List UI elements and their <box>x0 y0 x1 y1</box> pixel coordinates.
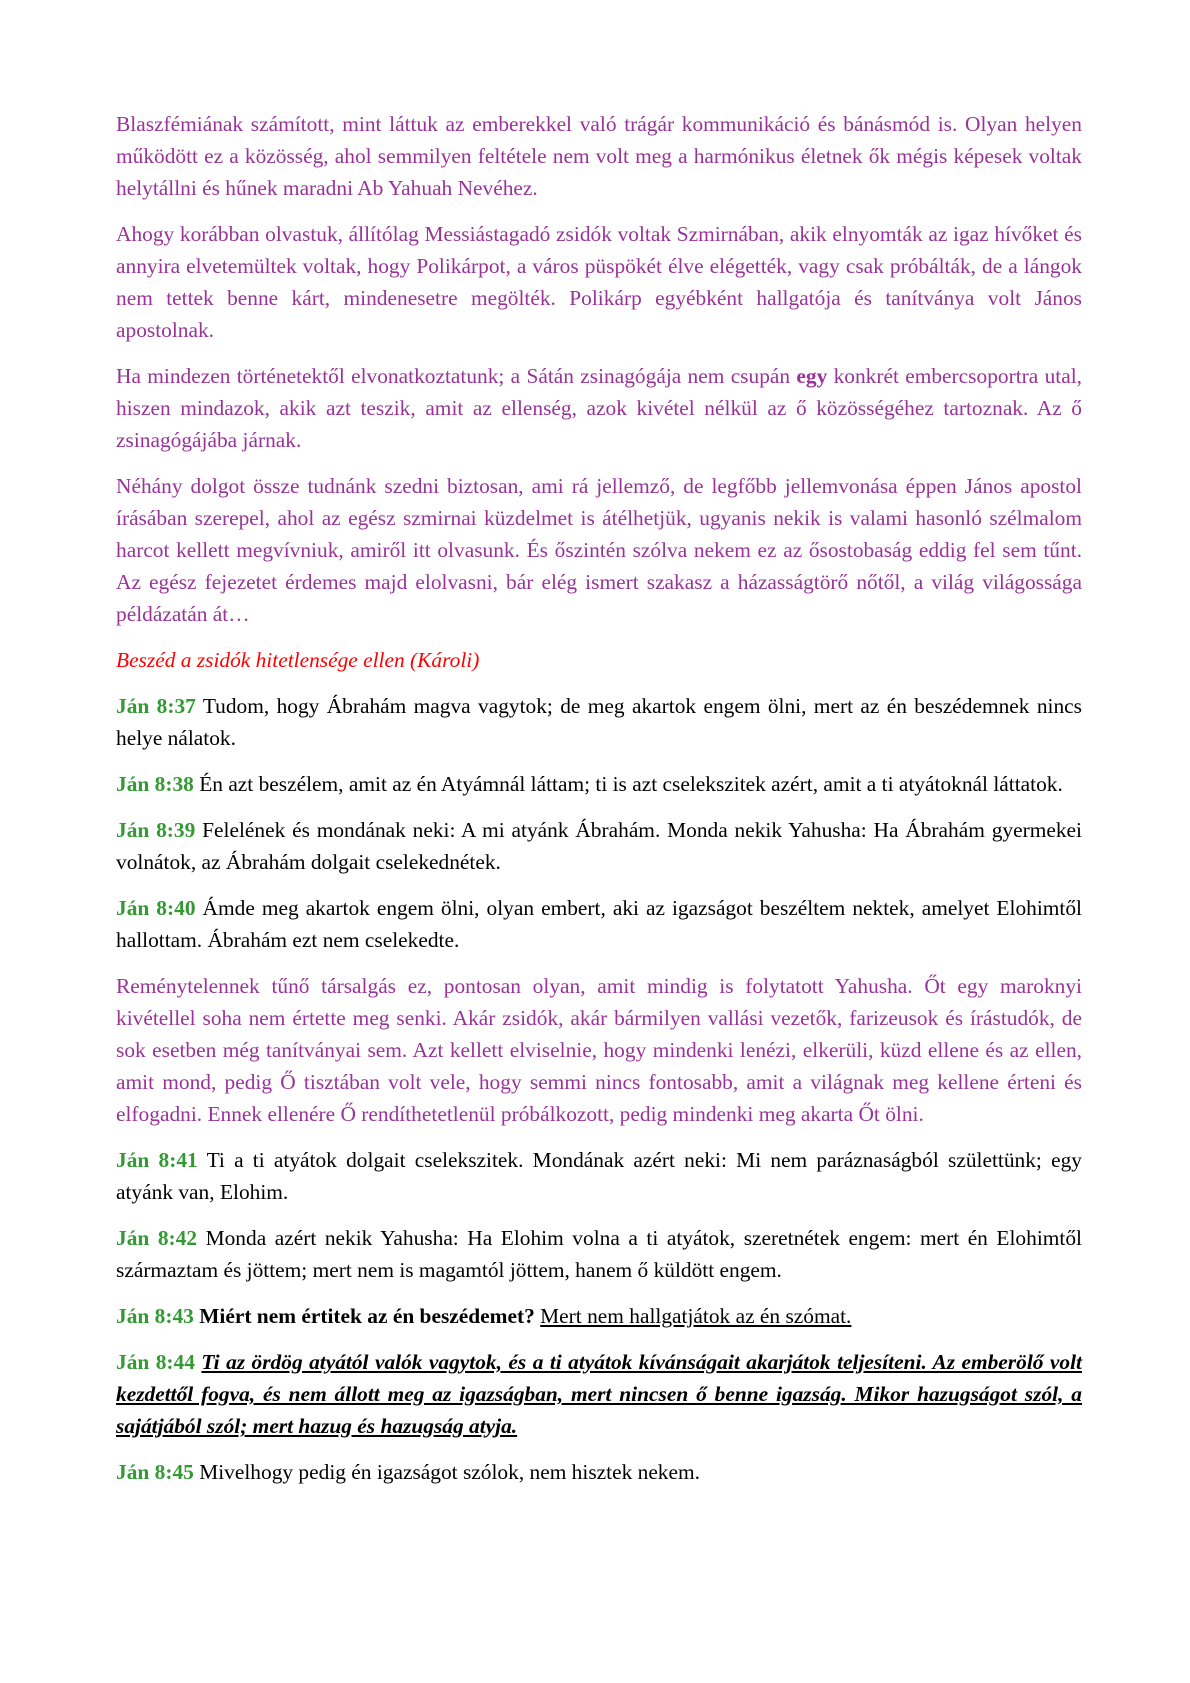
verse-text: Monda azért nekik Yahusha: Ha Elohim volna a ti atyátok, szeretnétek engem: mert én Elohimtől származtam és jöttem; mert nem is magamtól jöttem, hanem ő küldött engem. <box>116 1226 1082 1282</box>
commentary-paragraph-2: Ahogy korábban olvastuk, állítólag Messiástagadó zsidók voltak Szmirnában, akik elnyomták az igaz hívőket és annyira elvetemültek voltak, hogy Polikárpot, a város püspökét élve elégették, vagy csak próbálták, de a lángok nem tettek benne kárt, mindenesetre megölték. Polikárp egyébként hallgatója és tanítványa volt János apostolnak. <box>116 222 1082 342</box>
verse-text: Ti a ti atyátok dolgait cselekszitek. Mondának azért neki: Mi nem paráznaságból születtünk; egy atyánk van, Elohim. <box>116 1148 1082 1204</box>
emphasis-word: egy <box>796 364 828 388</box>
verse-reference: Ján 8:40 <box>116 896 196 920</box>
commentary-paragraph-3 <box>116 360 1082 456</box>
verse-emphasis-text: Ti az ördög atyától valók vagytok, és a ti atyátok kívánságait akarjátok teljesíteni. Az emberölő volt kezdettől fogva, és nem állott meg az igazságban, mert nincsen ő benne igazság. Mikor hazugságot szól, a sajátjából szól; mert hazug és hazugság atyja. <box>116 1350 1082 1438</box>
verse-45 <box>116 1456 1082 1488</box>
verse-40 <box>116 892 1082 956</box>
section-heading: Beszéd a zsidók hitetlensége ellen (Károli) <box>116 648 480 672</box>
commentary-paragraph-1: Blaszfémiának számított, mint láttuk az emberekkel való trágár kommunikáció és bánásmód is. Olyan helyen működött ez a közösség, ahol semmilyen feltétele nem volt meg a harmónikus életnek ők mégis képesek voltak helytállni és hűnek maradni Ab Yahuah Nevéhez. <box>116 112 1082 200</box>
document-page <box>116 108 1082 1502</box>
paragraph-text: Ha mindezen történetektől elvonatkoztatunk; a Sátán zsinagógája nem csupán <box>116 364 797 388</box>
verse-reference: Ján 8:42 <box>116 1226 198 1250</box>
verse-42 <box>116 1222 1082 1286</box>
verse-text: Felelének és mondának neki: A mi atyánk Ábrahám. Monda nekik Yahusha: Ha Ábrahám gyermekei volnátok, az Ábrahám dolgait cselekednétek. <box>116 818 1082 874</box>
verse-44 <box>116 1346 1082 1442</box>
verse-text: Ámde meg akartok engem ölni, olyan embert, aki az igazságot beszéltem nektek, amelyet Elohimtől hallottam. Ábrahám ezt nem cselekedte. <box>116 896 1082 952</box>
commentary-paragraph-5: Reménytelennek tűnő társalgás ez, pontosan olyan, amit mindig is folytatott Yahusha. Őt egy maroknyi kivétellel soha nem értette meg senki. Akár zsidók, akár bármilyen vallási vezetők, farizeusok és írástudók, de sok esetben még tanítványai sem. Azt kellett elviselnie, hogy mindenki lenézi, elkerüli, küzd ellene és az ellen, amit mond, pedig Ő tisztában volt vele, hogy semmi nincs fontosabb, amit a világnak meg kellene érteni és elfogadni. Ennek ellenére Ő rendíthetetlenül próbálkozott, pedig mindenki meg akarta Őt ölni. <box>116 974 1082 1126</box>
verse-text: Én azt beszélem, amit az én Atyámnál láttam; ti is azt cselekszitek azért, amit a ti atyátoknál láttatok. <box>193 772 1063 796</box>
verse-reference: Ján 8:41 <box>116 1148 198 1172</box>
verse-38 <box>116 768 1082 800</box>
verse-reference: Ján 8:43 <box>116 1304 194 1328</box>
verse-reference: Ján 8:44 <box>116 1350 195 1374</box>
commentary-paragraph-4: Néhány dolgot össze tudnánk szedni biztosan, ami rá jellemző, de legfőbb jellemvonása éppen János apostol írásában szerepel, ahol az egész szmirnai küzdelmet is átélhetjük, ugyanis nekik is valami hasonló szélmalom harcot kellett megvívniuk, amiről itt olvasunk. És őszintén szólva nekem ez az ősostobaság eddig fel sem tűnt. Az egész fejezetet érdemes majd elolvasni, bár elég ismert szakasz a házasságtörő nőtől, a világ világossága példázatán át… <box>116 474 1082 626</box>
verse-41 <box>116 1144 1082 1208</box>
verse-43 <box>116 1300 1082 1332</box>
verse-text: Tudom, hogy Ábrahám magva vagytok; de meg akartok engem ölni, mert az én beszédemnek nincs helye nálatok. <box>116 694 1082 750</box>
verse-37 <box>116 690 1082 754</box>
verse-reference: Ján 8:38 <box>116 772 194 796</box>
verse-reference: Ján 8:45 <box>116 1460 194 1484</box>
verse-reference: Ján 8:39 <box>116 818 196 842</box>
verse-39 <box>116 814 1082 878</box>
verse-reference: Ján 8:37 <box>116 694 196 718</box>
paragraph-text: konkrét embercsoportra utal, hiszen mindazok, akik azt teszik, amit az ellenség, azok kivétel nélkül az ő közösségéhez tartoznak. Az ő zsinagógájába járnak. <box>116 364 1082 452</box>
verse-underlined-text: Mert nem hallgatjátok az én szómat. <box>540 1304 852 1328</box>
verse-bold-text: Miért nem értitek az én beszédemet? <box>199 1304 535 1328</box>
verse-text: Mivelhogy pedig én igazságot szólok, nem hisztek nekem. <box>193 1460 700 1484</box>
